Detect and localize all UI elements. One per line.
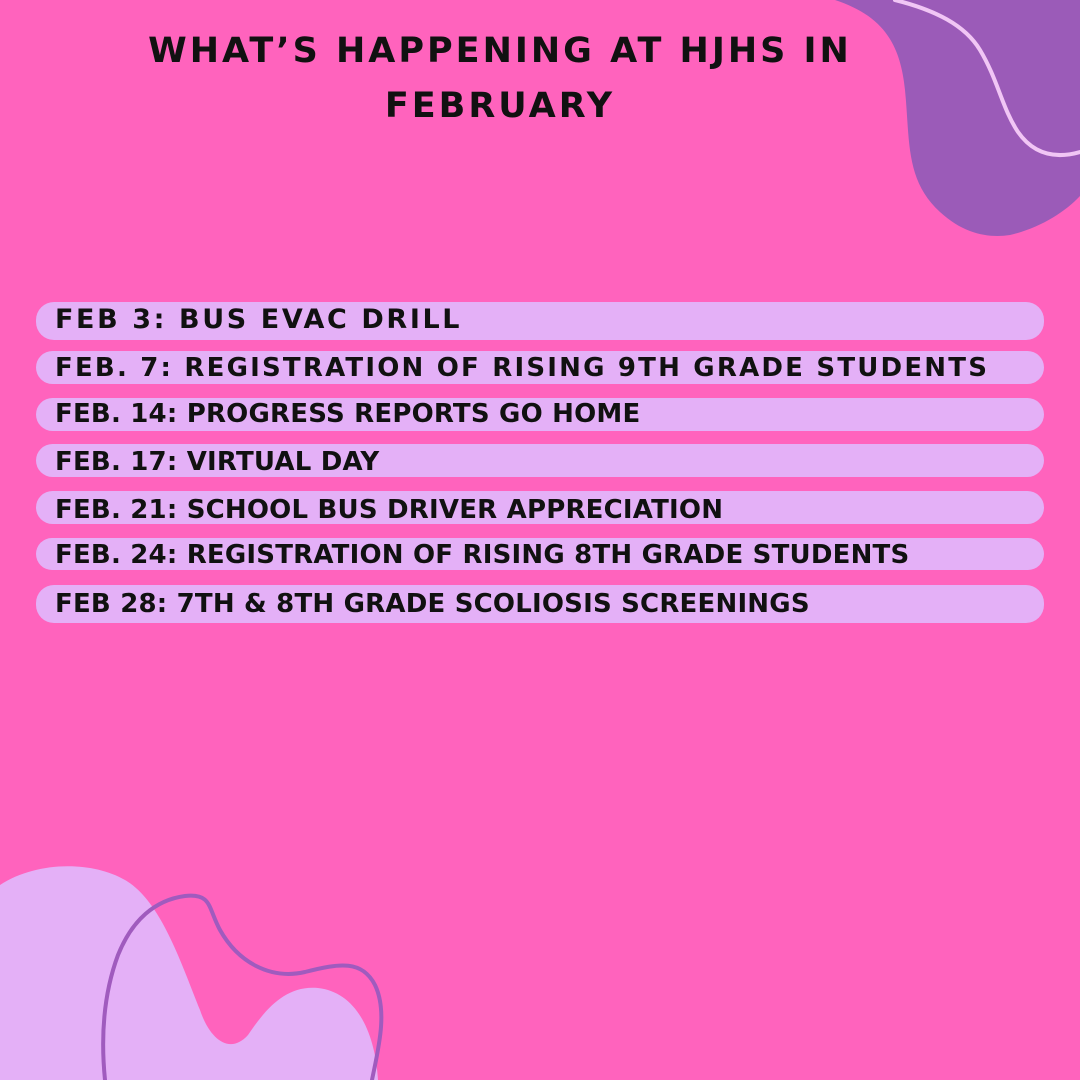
title-line-2: FEBRUARY [384,86,616,126]
event-item-feb-21: FEB. 21: SCHOOL BUS DRIVER APPRECIATION [36,491,1044,524]
event-item-feb-28: FEB 28: 7TH & 8TH GRADE SCOLIOSIS SCREENINGS [36,585,1044,623]
page-title [0,24,1000,134]
title-line-1: WHAT’S HAPPENING AT HJHS IN [148,31,852,71]
event-item-feb-17: FEB. 17: VIRTUAL DAY [36,444,1044,477]
event-item-feb-24: FEB. 24: REGISTRATION OF RISING 8TH GRADE STUDENTS [36,538,1044,570]
event-item-feb-7: FEB. 7: REGISTRATION OF RISING 9TH GRADE STUDENTS [36,351,1044,384]
bottom-left-blob [0,866,378,1080]
event-item-feb-3: FEB 3: BUS EVAC DRILL [36,302,1044,340]
event-item-feb-14: FEB. 14: PROGRESS REPORTS GO HOME [36,398,1044,431]
